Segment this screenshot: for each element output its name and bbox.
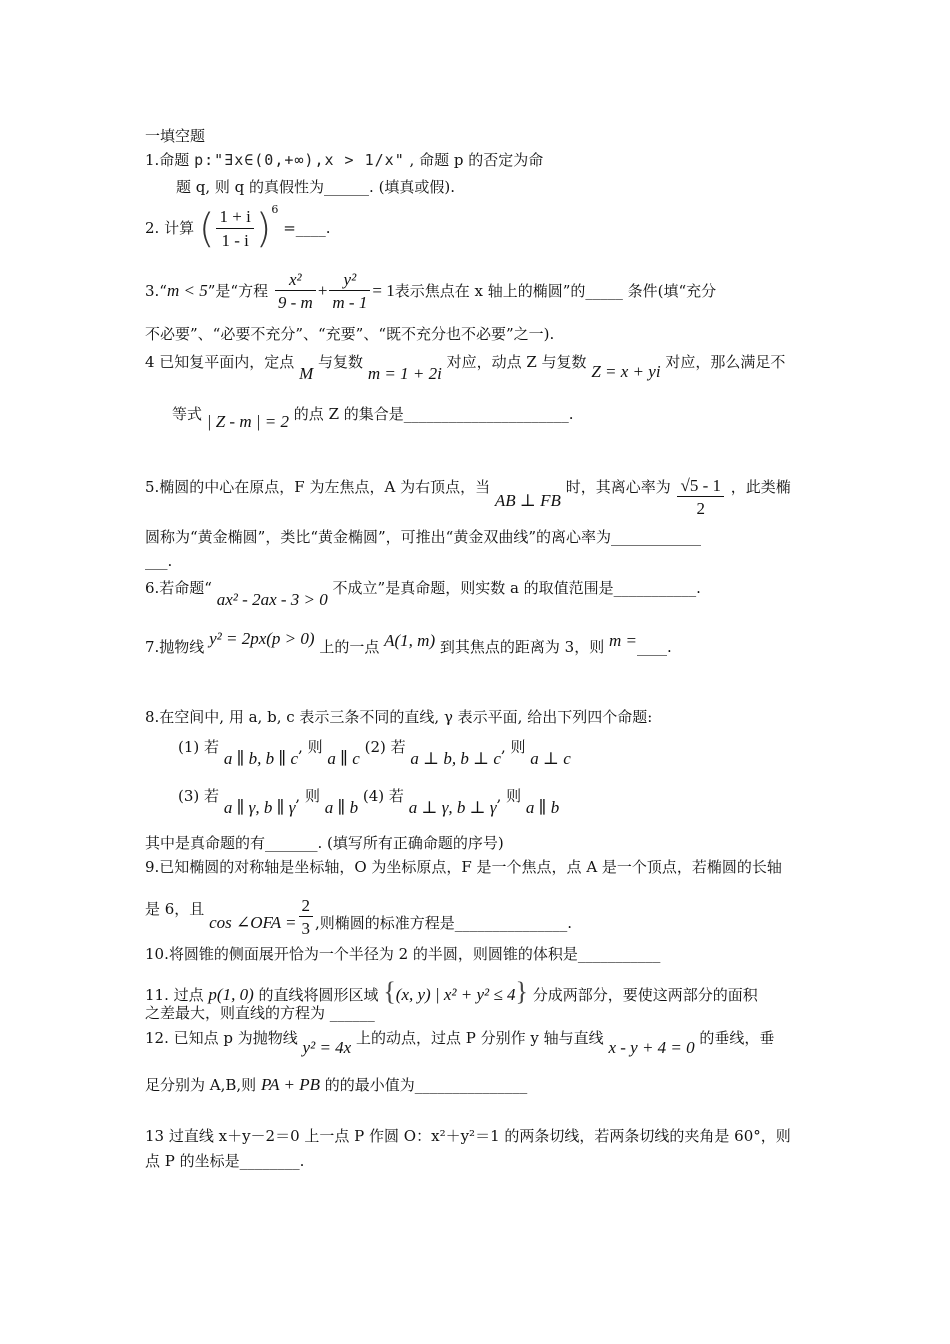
q1-garbled-proposition: p:"∃x∈(0,+∞),x > 1/x" (194, 151, 405, 169)
q8-prop1-condition: a ∥ b, b ∥ c (223, 749, 299, 768)
question-3-line-2: 不必要”、“必要不充分”、“充要”、“既不充分也不必要”之一). (145, 325, 555, 343)
q12-suffix: 的垂线，垂 (699, 1029, 775, 1047)
q4-complex-z: Z = x + yi (591, 362, 661, 381)
q12-line: x - y + 4 = 0 (608, 1038, 695, 1057)
q4-complex-m: m = 1 + 2i (367, 364, 442, 383)
q8-prop2-then: , 则 (500, 738, 526, 756)
q3-fraction-2: $\frac{\text{y²}}{m - 1}$ (329, 270, 370, 314)
q4-line2-prefix: 等式 (172, 405, 203, 423)
question-9-line-2 (145, 888, 573, 939)
q8-prop1-then: , 则 (298, 738, 323, 756)
q4-suffix: 对应，那么满足不 (665, 353, 786, 371)
q1-suffix: , 命题 p 的否定为命 (409, 151, 544, 169)
q7-point: A(1, m) (384, 631, 436, 650)
question-13-line-1: 13 过直线 x＋y－2＝0 上一点 P 作圆 O：x²＋y²＝1 的两条切线，若两条切线的夹角是 60°，则 (145, 1127, 791, 1145)
q3-mid: ”是“方程 (207, 281, 269, 300)
q8-prop2-label: (2) 若 (364, 738, 406, 756)
q11-region: (x, y) | x² + y² ≤ 4 (395, 985, 516, 1004)
q6-prefix: 6.若命题“ (145, 579, 212, 597)
question-3-line-1 (145, 270, 716, 314)
left-brace-icon: { (383, 977, 396, 1006)
q1-prefix: 1.命题 (145, 151, 190, 169)
q5-prefix: 5.椭圆的中心在原点，F 为左焦点，A 为右顶点，当 (145, 477, 491, 496)
q4-mid-1: 与复数 (318, 353, 364, 371)
question-6 (145, 578, 701, 609)
q2-exponent: 6 (271, 203, 279, 216)
question-11-line-1 (145, 976, 758, 1007)
q7-blank: ____. (637, 638, 672, 656)
question-8-line-1: 8.在空间中, 用 a, b, c 表示三条不同的直线, γ 表示平面, 给出下列四个命题: (145, 708, 653, 726)
q4-prefix: 4 已知复平面内，定点 (145, 353, 295, 371)
q7-parabola: y² = 2px(p > 0) (209, 629, 315, 648)
q4-point-m: M (299, 364, 314, 383)
question-12-line-2 (145, 1075, 527, 1095)
q3-fraction-1: $\frac{\text{x²}}{9 - m}$ (275, 270, 316, 314)
q11-mid: 的直线将圆形区域 (258, 986, 379, 1004)
q8-prop2-result: a ⊥ c (530, 749, 571, 768)
question-7 (145, 629, 672, 657)
question-8-props-3-4 (178, 786, 560, 817)
q3-equals: = 1 (372, 280, 395, 300)
q11-suffix: 分成两部分，要使这两部分的面积 (532, 986, 758, 1004)
question-11-line-2: 之差最大，则直线的方程为 ______ (145, 1004, 375, 1022)
q9-suffix: ,则椭圆的标准方程是_______________. (315, 913, 573, 932)
q6-inequality: ax² - 2ax - 3 > 0 (216, 590, 328, 609)
question-8-props-1-2 (178, 737, 571, 768)
question-12-line-1 (145, 1028, 775, 1057)
q2-fraction: $\frac{1 + i}{1 - i}$ (216, 207, 253, 251)
q3-suffix: 表示焦点在 x 轴上的椭圆”的_____ 条件(填“充分 (394, 281, 717, 300)
q7-prefix: 7.抛物线 (145, 638, 205, 656)
q4-mid-2: 对应，动点 Z 与复数 (446, 353, 587, 371)
question-9-line-1: 9.已知椭圆的对称轴是坐标轴，O 为坐标原点，F 是一个焦点，点 A 是一个顶点，若椭圆的长轴 (145, 858, 782, 876)
right-paren-icon: ) (255, 206, 272, 252)
q9-cosine: cos ∠OFA = (209, 912, 297, 932)
q9-prefix: 是 6，且 (145, 899, 205, 918)
question-4-line-1 (145, 352, 786, 383)
q4-line2-suffix: 的点 Z 的集合是______________________. (293, 405, 574, 423)
q8-prop3-label: (3) 若 (178, 787, 220, 805)
q12-sum: PA + PB (260, 1075, 320, 1094)
q8-prop3-then: , 则 (295, 787, 320, 805)
q4-inequality: | Z - m | = 2 (206, 412, 290, 431)
q5-mid: 时，其离心率为 (565, 477, 671, 496)
question-8-conclusion: 其中是真命题的有_______. (填写所有正确命题的序号) (145, 834, 504, 852)
q11-point: p(1, 0) (208, 985, 254, 1004)
q8-prop1-label: (1) 若 (178, 738, 220, 756)
right-brace-icon: } (515, 977, 528, 1006)
q8-prop1-result: a ∥ c (327, 749, 360, 768)
question-4-line-2 (172, 404, 574, 431)
q8-prop4-result: a ∥ b (525, 798, 560, 817)
q12-line2-suffix: 的的最小值为_______________ (324, 1076, 528, 1094)
q12-line2-prefix: 足分别为 A,B,则 (145, 1076, 257, 1094)
q8-prop4-then: , 则 (496, 787, 522, 805)
q9-fraction: $\frac{2}{3}$ (299, 896, 314, 940)
question-2 (145, 205, 331, 253)
q7-suffix: 到其焦点的距离为 3，则 (439, 638, 605, 656)
q3-plus: + (317, 280, 328, 300)
q7-answer-label: m = (609, 631, 637, 650)
q8-prop4-condition: a ⊥ γ, b ⊥ γ (408, 798, 497, 817)
question-5-line-3: ___. (145, 552, 173, 570)
q8-prop3-condition: a ∥ γ, b ∥ γ (223, 798, 296, 817)
q11-prefix: 11. 过点 (145, 986, 204, 1004)
question-5-line-1 (145, 466, 791, 519)
left-paren-icon: ( (198, 206, 215, 252)
q12-mid: 上的动点，过点 P 分别作 y 轴与直线 (356, 1029, 604, 1047)
question-1-line-2: 题 q, 则 q 的真假性为______. (填真或假). (176, 178, 456, 196)
q5-eccentricity-fraction: $\frac{√5 - 1}{2}$ (677, 476, 724, 520)
q7-mid: 上的一点 (319, 638, 380, 656)
q2-prefix: 2. 计算 (145, 219, 195, 237)
section-title: 一填空题 (145, 127, 206, 145)
q12-prefix: 12. 已知点 p 为抛物线 (145, 1029, 298, 1047)
q6-suffix: 不成立”是真命题，则实数 a 的取值范围是___________. (332, 579, 701, 597)
q12-parabola: y² = 4x (302, 1038, 352, 1057)
q8-prop3-result: a ∥ b (324, 798, 359, 817)
question-1-line-1 (145, 151, 543, 169)
q5-suffix: ，此类椭 (730, 477, 791, 496)
q5-perpendicular: AB ⊥ FB (494, 490, 561, 510)
q2-suffix: =____. (283, 219, 331, 237)
question-10: 10.将圆锥的侧面展开恰为一个半径为 2 的半圆，则圆锥的体积是___________ (145, 945, 661, 963)
q8-prop4-label: (4) 若 (362, 787, 404, 805)
q3-prefix: 3.“ (145, 281, 167, 300)
q8-prop2-condition: a ⊥ b, b ⊥ c (410, 749, 501, 768)
question-5-line-2: 圆称为“黄金椭圆”，类比“黄金椭圆”，可推出“黄金双曲线”的离心率为____________ (145, 528, 702, 546)
question-13-line-2: 点 P 的坐标是________. (145, 1152, 305, 1170)
q3-condition: m < 5 (166, 280, 208, 300)
